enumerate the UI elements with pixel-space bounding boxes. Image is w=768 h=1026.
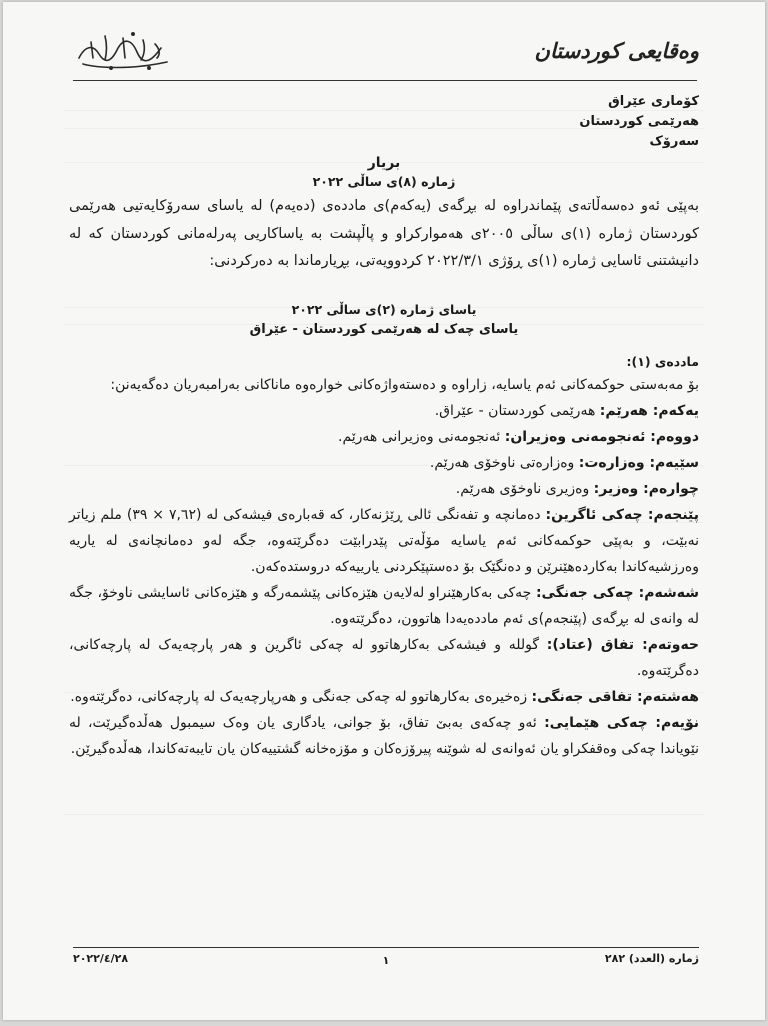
definition-text: ئەو چەكەی بەبێ تفاق، بۆ جوانی، یادگاری یان وەک سیمبول هەڵدەگیرێت، لە نێویاندا چەكی وەقفكراو یان ئەوانەی لە شوێنە پیرۆزەكان و مۆزەخانە گشتییەكان یان تایبەتەكاندا، هەڵدەگیرێن. — [69, 714, 699, 757]
definition-text: وەزیری ناوخۆی هەرێم. — [455, 480, 590, 497]
article-intro: بۆ مەبەستی حوكمەكانی ئەم یاسایە، زاراوە و دەستەواژەكانی خوارەوە ماناكانی بەرامبەریان دەگەیەنن: — [110, 376, 699, 393]
addressee-line: هەرێمی كوردستان — [579, 114, 699, 129]
definition-term: چوارەم: وەزیر: — [593, 480, 699, 497]
law-title: یاسای ژمارە (٢)ی ساڵی ٢٠٢٢ — [291, 301, 477, 317]
decision-preamble: بەپێی ئەو دەسەڵاتەی پێماندراوە لە بڕگەی (یەكەم)ی ماددەی (دەیەم) لە یاسای سەرۆكایەتیی هەرێمی كوردستان ژمارە (١)ی ساڵی ٢٠٠٥ی هەمواركراو و پاڵپشت بە یاساكاریی پەرلەمانی كوردستان كە لە دانیشتنی ئاسایی ژمارە (١)ی ڕۆژی ٢٠٢٢/٣/١ كردوویەتی، بڕیارماندا بە دەركردنی: — [69, 198, 699, 269]
definition-term: پێنجەم: چەكی ئاگرین: — [545, 506, 700, 523]
definition-term: نۆیەم: چەكی هێمایی: — [544, 714, 700, 731]
calligraphy-emblem-icon — [71, 28, 175, 74]
bleed-line — [63, 814, 705, 815]
footer-divider — [73, 947, 699, 948]
definition-item — [69, 398, 699, 424]
definition-text: گوللە و فیشەكی بەكارهاتوو لە چەكی ئاگرین و هەر پارچەیەک لە پارچەكانی، دەگرێتەوە. — [69, 636, 699, 679]
decision-title: بریار — [367, 155, 401, 171]
definition-item — [69, 580, 699, 632]
law-subtitle: یاسای چەک لە هەرێمی كوردستان - عێراق — [249, 321, 519, 337]
issue-date: ٢٠٢٢/٤/٢٨ — [73, 952, 129, 965]
definition-text: دەمانچە و تفەنگی ئالی ڕێژنەكار، كە قەبارەی فیشەكی لە (٧,٦٢ × ٣٩) ملم زیاتر نەبێت، و بەپێی حوكمەكانی ئەم یاسایە مۆڵەتی پێدرابێت دەگرێتەوە، جگە لەو دەمانچانەی لە یاریە وەرزشیەكاندا بەكاردەهێنرێن و دەنگێک بۆ دەستپێكردنی یارییەكە دروستدەكەن. — [69, 506, 699, 575]
definition-text: ئەنجومەنی وەزیرانی هەرێم. — [338, 428, 501, 445]
addressee-block — [69, 92, 699, 152]
definition-text: چەكی بەكارهێنراو لەلایەن هێزەكانی پێشمەرگە و هێزەكانی ئاسایشی ناوخۆ، جگە لە وانەی لە بڕگەی (پێنجەم)ی ئەم ماددەیەدا هاتوون، دەگرێتەوە. — [69, 584, 699, 627]
definition-text: وەزارەتی ناوخۆی هەرێم. — [429, 454, 575, 471]
definition-text: زەخیرەی بەكارهاتوو لە چەكی جەنگی و هەرپارچەیەک لە پارچەكانی، دەگرێتەوە. — [70, 688, 528, 705]
definition-term: یەكەم: هەرێم: — [599, 402, 699, 419]
masthead-title: وەقایعی کوردستان — [534, 38, 699, 63]
definition-term: دووەم: ئەنجومەنی وەزیران: — [504, 428, 699, 445]
document-body — [69, 92, 699, 762]
page-footer — [73, 952, 699, 972]
definition-term: هەشتەم: تفاقی جەنگی: — [531, 688, 699, 705]
header-divider — [73, 80, 697, 81]
definition-term: شەشەم: چەكی جەنگی: — [535, 584, 700, 601]
definition-item — [69, 450, 699, 476]
issue-number: ژمارە (العدد) ٢٨٢ — [604, 952, 699, 965]
gazette-page — [3, 2, 765, 1020]
article-label: ماددەی (١): — [626, 353, 699, 369]
definition-term: سێیەم: وەزارەت: — [578, 454, 699, 471]
definition-term: حەوتەم: تفاق (عتاد): — [546, 636, 700, 653]
page-number: ١ — [382, 954, 390, 967]
definition-item — [69, 632, 699, 684]
definition-item — [69, 424, 699, 450]
definition-item — [69, 710, 699, 762]
definition-item — [69, 502, 699, 580]
definition-text: هەرێمی كوردستان - عێراق. — [434, 402, 596, 419]
addressee-line: سەرۆک — [649, 134, 699, 149]
page-header — [71, 28, 699, 78]
addressee-line: كۆماری عێراق — [608, 94, 699, 109]
definition-item — [69, 476, 699, 502]
decision-number: ژمارە (٨)ی ساڵی ٢٠٢٢ — [312, 174, 456, 189]
definition-item — [69, 684, 699, 710]
